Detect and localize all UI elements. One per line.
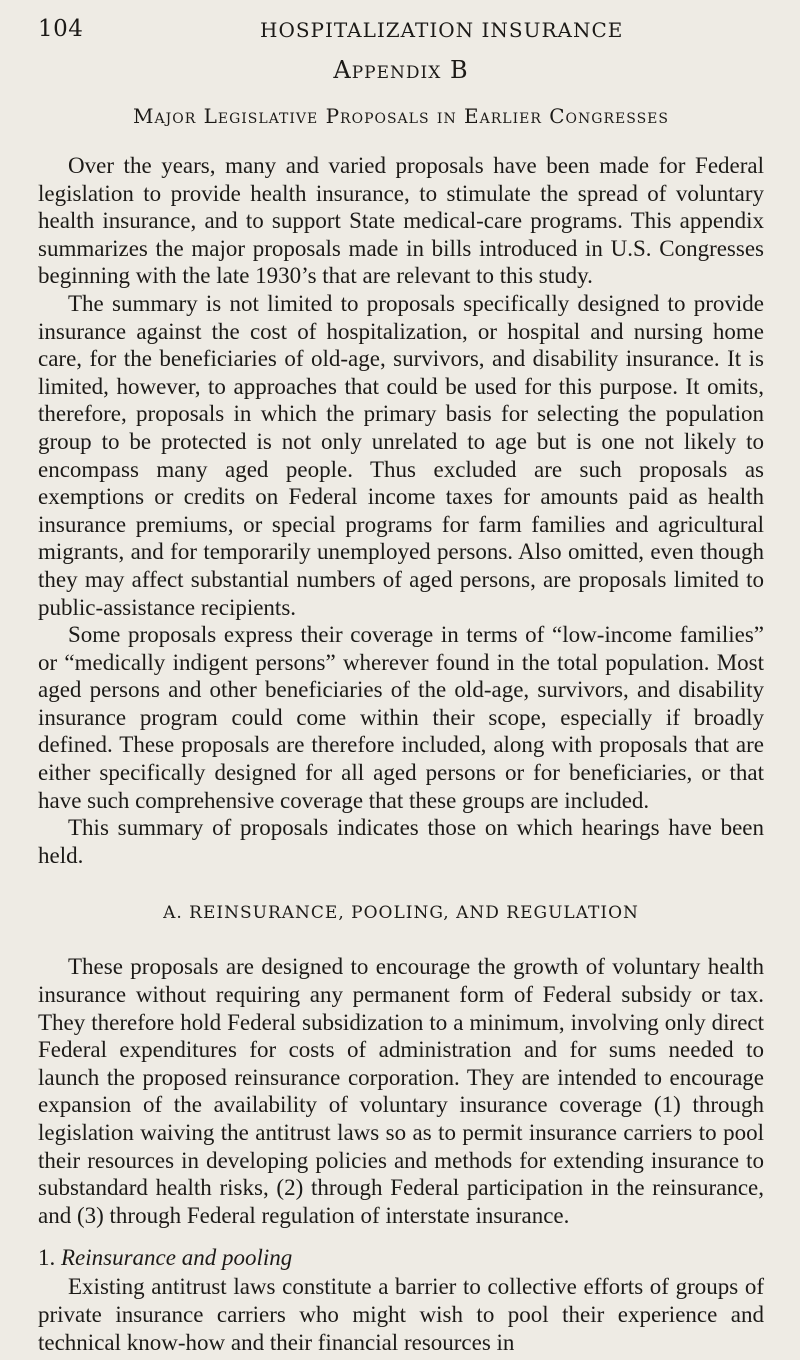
page-number: 104 <box>38 16 84 42</box>
appendix-title: Major Legislative Proposals in Earlier Congresses <box>133 104 669 128</box>
subsection-1-title: Reinsurance and pooling <box>61 1245 293 1271</box>
section-a-paragraph: These proposals are designed to encourage the growth of voluntary health insurance without requiring any permanent form of Federal subsidy or tax. They therefore hold Federal subsidization to a minimum, involving only direct Federal expenditures for costs of administration and for sums needed to launch the proposed reinsurance corporation. They are intended to encourage expansion of the availability of voluntary insurance coverage (1) through legislation waiving the antitrust laws so as to permit insurance carriers to pool their resources in developing policies and methods for extending insurance to substandard health risks, (2) through Federal participation in the reinsurance, and (3) through Federal regulation of interstate insurance. <box>38 954 764 1228</box>
running-header <box>38 16 764 56</box>
appendix-label: Appendix B <box>333 56 469 84</box>
subsection-1-number: 1. <box>38 1245 56 1271</box>
subsection-1-heading <box>38 1245 764 1271</box>
intro-paragraph-2: The summary is not limited to proposals specifically designed to provide insurance against the cost of hospitalization, or hospital and nursing home care, for the beneficiaries of old-age, survivors, and disability insurance. It is limited, however, to approaches that could be used for this purpose. It omits, therefore, proposals in which the primary basis for selecting the population group to be protected is not only unrelated to age but is one not likely to encompass many aged people. Thus excluded are such proposals as exemptions or credits on Federal income taxes for amounts paid as health insurance premiums, or special programs for farm families and agricultural migrants, and for temporarily unemployed persons. Also omitted, even though they may affect substantial numbers of aged persons, are proposals limited to public-assistance recipients. <box>38 290 764 620</box>
intro-paragraph-4: This summary of proposals indicates those on which hearings have been held. <box>38 815 764 868</box>
running-title: HOSPITALIZATION INSURANCE <box>260 18 624 42</box>
section-a-heading: A. REINSURANCE, POOLING, AND REGULATION <box>163 903 639 924</box>
intro-paragraph-1: Over the years, many and varied proposals have been made for Federal legislation to provide health insurance, to stimulate the spread of voluntary health insurance, and to support State medical-care programs. This appendix summarizes the major proposals made in bills introduced in U.S. Congresses beginning with the late 1930’s that are relevant to this study. <box>38 153 764 289</box>
subsection-1-paragraph: Existing antitrust laws constitute a barrier to collective efforts of groups of private insurance carriers who might wish to pool their experience and technical know-how and their financial resources in <box>38 1274 764 1355</box>
intro-paragraph-3: Some proposals express their coverage in terms of “low-income families” or “medically indigent persons” wherever found in the total population. Most aged persons and other beneficiaries of the old-age, survivors, and disability insurance program could come within their scope, especially if broadly defined. These proposals are therefore included, along with proposals that are either specifically designed for all aged persons or for beneficiaries, or that have such comprehensive coverage that these groups are included. <box>38 622 764 813</box>
